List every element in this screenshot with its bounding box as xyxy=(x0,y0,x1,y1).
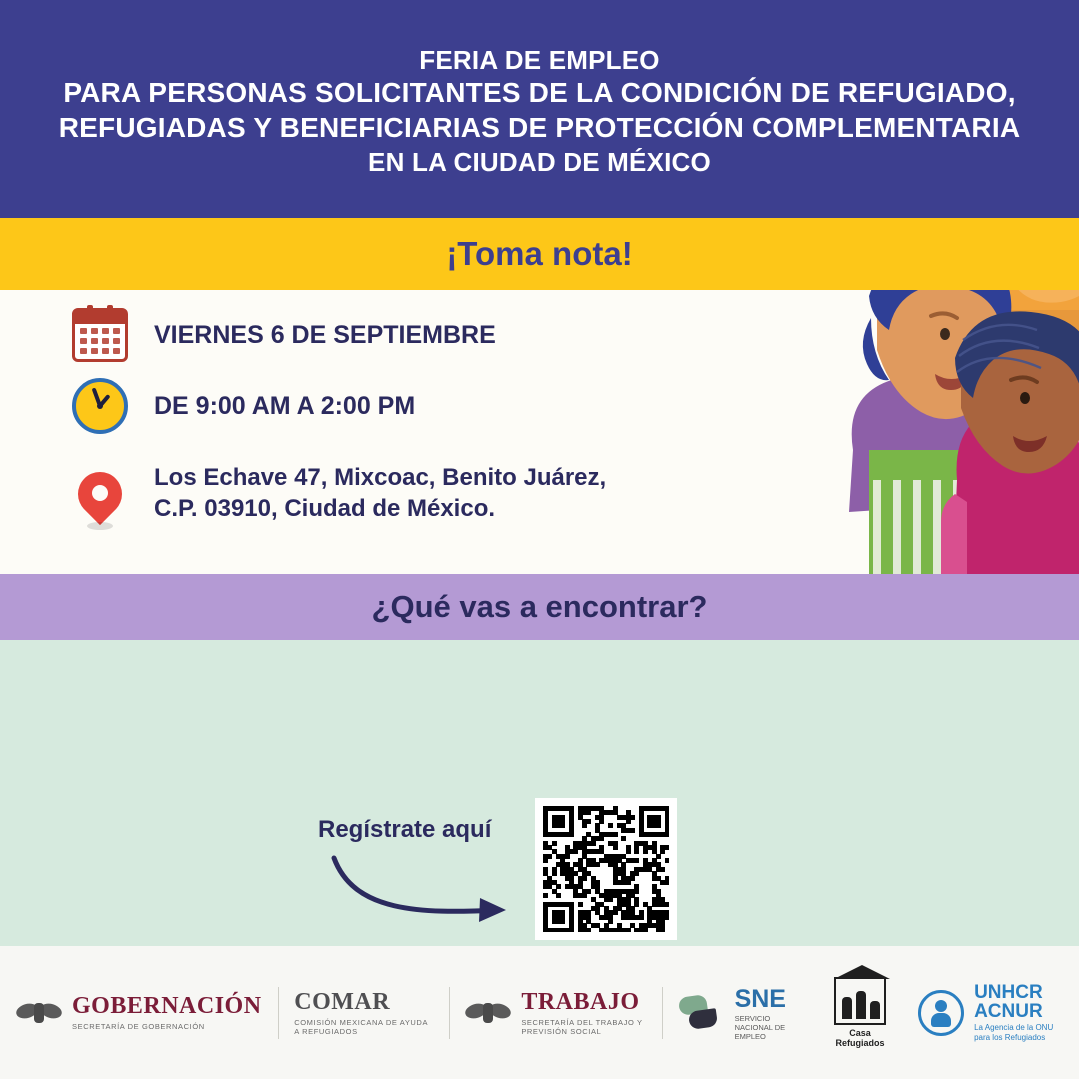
header-line-3: REFUGIADAS Y BENEFICIARIAS DE PROTECCIÓN COMPLEMENTARIA xyxy=(58,112,1021,143)
mexican-eagle-icon xyxy=(465,998,511,1028)
logo-sne-subtitle: SERVICIO NACIONAL DE EMPLEO xyxy=(734,1013,786,1041)
logo-casa-refugiados xyxy=(818,981,902,1048)
header-line-1: FERIA DE EMPLEO xyxy=(419,45,660,76)
header-line-2: PARA PERSONAS SOLICITANTES DE LA CONDICIÓN DE REFUGIADO, xyxy=(63,77,1016,109)
what-to-find-text: ¿Qué vas a encontrar? xyxy=(371,589,708,624)
mexican-eagle-icon xyxy=(16,998,62,1028)
footer-logos xyxy=(0,946,1079,1079)
house-people-icon xyxy=(834,977,886,1025)
logo-comar-name: COMAR xyxy=(294,988,391,1015)
unhcr-icon xyxy=(918,990,964,1036)
logo-unhcr-acnur xyxy=(902,981,1079,1045)
header-banner xyxy=(0,0,1079,218)
take-note-band xyxy=(0,218,1079,290)
logo-gobernacion-subtitle: SECRETARÍA DE GOBERNACIÓN xyxy=(72,1022,205,1032)
logo-trabajo-name: TRABAJO xyxy=(521,988,640,1015)
event-address-line-2: C.P. 03910, Ciudad de México. xyxy=(154,495,496,523)
logo-unhcr-line-2: ACNUR xyxy=(974,1000,1043,1022)
logo-gobernacion-name: GOBERNACIÓN xyxy=(72,993,262,1020)
calendar-icon xyxy=(68,308,132,362)
hands-icon xyxy=(679,996,725,1030)
event-time-row xyxy=(68,378,415,434)
logo-gobernacion xyxy=(0,981,278,1045)
event-time-text: DE 9:00 AM A 2:00 PM xyxy=(154,391,416,420)
logo-comar xyxy=(278,981,448,1045)
logo-unhcr-line-1: UNHCR xyxy=(974,981,1043,1003)
logo-trabajo-subtitle: SECRETARÍA DEL TRABAJO Y PREVISIÓN SOCIAL xyxy=(521,1017,643,1036)
what-to-find-band xyxy=(0,574,1079,640)
logo-casa-refugiados-name: Casa Refugiados xyxy=(835,1028,885,1048)
register-label: Regístrate aquí xyxy=(318,816,492,843)
logo-unhcr-subtitle: La Agencia de la ONU para los Refugiados xyxy=(974,1022,1054,1042)
curved-arrow-icon xyxy=(330,852,520,922)
take-note-text: ¡Toma nota! xyxy=(446,235,633,272)
logo-sne xyxy=(663,981,819,1045)
event-address-line-1: Los Echave 47, Mixcoac, Benito Juárez, xyxy=(154,464,607,491)
event-address xyxy=(154,462,606,524)
logo-sne-name: SNE xyxy=(734,984,786,1013)
event-location-row xyxy=(68,462,606,530)
event-date-row xyxy=(68,308,496,362)
logo-comar-subtitle: COMISIÓN MEXICANA DE AYUDA A REFUGIADOS xyxy=(294,1017,428,1036)
logo-trabajo xyxy=(449,981,662,1045)
location-pin-icon xyxy=(68,462,132,530)
header-line-4: EN LA CIUDAD DE MÉXICO xyxy=(368,146,711,177)
qr-code[interactable] xyxy=(535,798,677,940)
clock-icon xyxy=(68,378,132,434)
event-date-text: VIERNES 6 DE SEPTIEMBRE xyxy=(154,320,496,349)
